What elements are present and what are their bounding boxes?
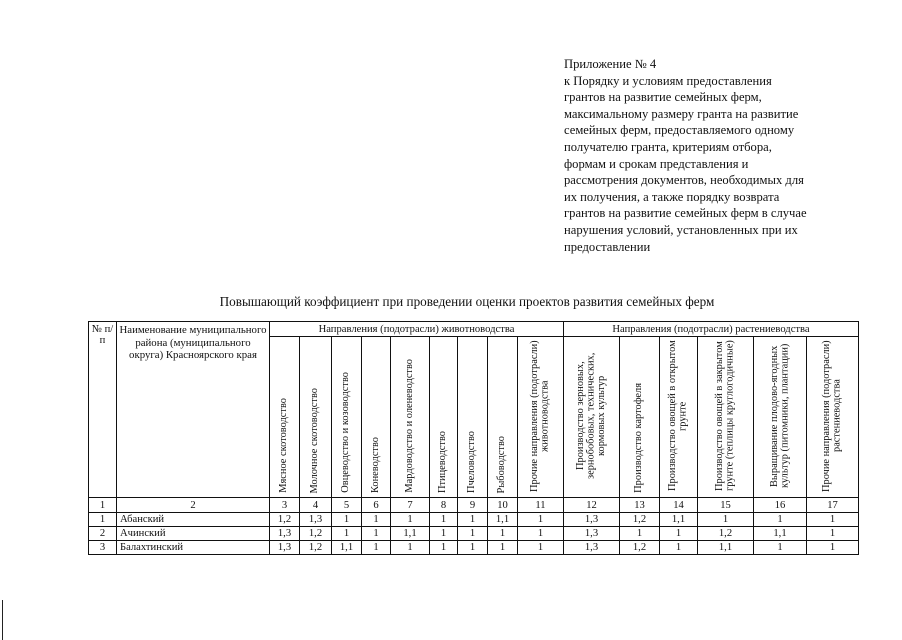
coefficient-cell: 1 [362,527,391,541]
row-number: 2 [89,527,117,541]
column-header-label: Производство овощей в закрытом грунте (теплицы круглогодичные) [714,340,736,492]
coefficient-cell: 1 [660,541,698,555]
crop-column-header [807,337,859,498]
coefficient-cell: 1,2 [270,513,300,527]
coefficient-table [88,321,859,555]
coefficient-cell: 1 [458,513,488,527]
column-header-label: Прочие направления (подотрасли) животноводства [529,340,551,492]
coefficient-cell: 1 [518,541,564,555]
column-header-label: Производство картофеля [633,383,645,493]
appendix-line: максимальному размеру гранта на развитие [564,106,799,121]
column-number: 7 [391,498,430,513]
coefficient-cell: 1 [807,513,859,527]
document-title: Повышающий коэффициент при проведении оценки проектов развития семейных ферм [219,294,715,309]
column-number: 14 [660,498,698,513]
crop-column-header [698,337,754,498]
appendix-line: рассмотрения документов, необходимых для [564,173,804,188]
coefficient-cell: 1 [488,541,518,555]
district-name: Ачинский [117,527,270,541]
column-number: 15 [698,498,754,513]
column-number: 6 [362,498,391,513]
coefficient-cell: 1,3 [270,527,300,541]
column-header-label: Овцеводство и козоводство [340,372,352,493]
coefficient-cell: 1 [807,541,859,555]
livestock-column-header [332,337,362,498]
livestock-column-header [300,337,332,498]
scan-mark-left [2,600,3,640]
coefficient-cell: 1 [518,527,564,541]
appendix-line: Приложение № 4 [564,57,657,71]
column-number: 11 [518,498,564,513]
header-livestock-group: Направления (подотрасли) животноводства [270,322,564,337]
appendix-line: грантов на развитие семейных ферм в случае [564,206,807,221]
column-header-label: Пчеловодство [466,431,478,493]
coefficient-cell: 1 [391,541,430,555]
coefficient-cell: 1 [332,513,362,527]
crop-column-header [564,337,620,498]
coefficient-cell: 1,1 [332,541,362,555]
district-name: Балахтинский [117,541,270,555]
column-number: 13 [620,498,660,513]
coefficient-cell: 1,2 [300,541,332,555]
coefficient-cell: 1 [458,527,488,541]
column-header-label: Птицеводство [437,431,449,493]
coefficient-cell: 1,2 [300,527,332,541]
header-number: № п/п [89,322,117,498]
column-number: 12 [564,498,620,513]
coefficient-cell: 1,2 [620,513,660,527]
column-header-label: Рыбоводство [496,435,508,493]
appendix-line: их получения, а также порядку возврата [564,189,780,204]
row-number: 1 [89,513,117,527]
column-header-label: Прочие направления (подотрасли) растениеводства [821,340,843,492]
district-name: Абанский [117,513,270,527]
crop-column-header [620,337,660,498]
crop-column-header [660,337,698,498]
coefficient-cell: 1 [754,541,807,555]
appendix-line: предоставлении [564,239,651,254]
coefficient-cell: 1 [391,513,430,527]
coefficient-cell: 1 [620,527,660,541]
coefficient-cell: 1 [698,513,754,527]
coefficient-cell: 1 [518,513,564,527]
coefficient-cell: 1 [362,541,391,555]
coefficient-cell: 1,3 [270,541,300,555]
livestock-column-header [458,337,488,498]
coefficient-cell: 1,2 [698,527,754,541]
livestock-column-header [362,337,391,498]
coefficient-cell: 1,3 [564,527,620,541]
coefficient-cell: 1 [362,513,391,527]
column-number: 17 [807,498,859,513]
column-number: 3 [270,498,300,513]
table-row [89,527,859,541]
column-header-label: Мясное скотоводство [278,398,290,493]
coefficient-cell: 1 [430,513,458,527]
column-number: 10 [488,498,518,513]
coefficient-cell: 1 [458,541,488,555]
coefficient-cell: 1,1 [488,513,518,527]
livestock-column-header [430,337,458,498]
coefficient-cell: 1 [488,527,518,541]
column-number: 16 [754,498,807,513]
appendix-line: формам и срокам представления и [564,156,749,171]
column-number-row [89,498,859,513]
appendix-line: получателю гранта, критериям отбора, [564,139,772,154]
header-crop-group: Направления (подотрасли) растениеводства [564,322,859,337]
appendix-line: к Порядку и условиям предоставления [564,73,772,88]
table-row [89,541,859,555]
column-number: 4 [300,498,332,513]
coefficient-cell: 1,3 [300,513,332,527]
livestock-column-header [391,337,430,498]
appendix-note [564,56,894,255]
coefficient-cell: 1 [430,527,458,541]
coefficient-cell: 1 [430,541,458,555]
column-header-label: Производство зерновых, зернобобовых, технических, кормовых культур [574,352,607,480]
column-header-label: Производство овощей в открытом грунте [667,340,689,492]
coefficient-cell: 1,1 [660,513,698,527]
column-header-label: Коневодство [369,437,381,493]
coefficient-cell: 1 [660,527,698,541]
coefficient-cell: 1 [754,513,807,527]
coefficient-cell: 1 [332,527,362,541]
column-number: 5 [332,498,362,513]
coefficient-table-container [88,321,859,555]
crop-column-header [754,337,807,498]
table-row [89,513,859,527]
livestock-column-header [518,337,564,498]
column-number: 2 [117,498,270,513]
coefficient-cell: 1,1 [754,527,807,541]
appendix-line: семейных ферм, предоставляемого одному [564,123,795,138]
coefficient-cell: 1,3 [564,513,620,527]
column-number: 9 [458,498,488,513]
livestock-column-header [488,337,518,498]
coefficient-cell: 1,2 [620,541,660,555]
row-number: 3 [89,541,117,555]
appendix-line: нарушения условий, установленных при их [564,222,798,237]
coefficient-cell: 1,1 [391,527,430,541]
appendix-line: грантов на развитие семейных ферм, [564,90,762,105]
column-number: 1 [89,498,117,513]
livestock-column-header [270,337,300,498]
coefficient-cell: 1 [807,527,859,541]
column-header-label: Молочное скотоводство [309,387,321,493]
coefficient-cell: 1,1 [698,541,754,555]
column-header-label: Выращивание плодово-ягодных культур (питомники, плантации) [768,343,790,489]
coefficient-cell: 1,3 [564,541,620,555]
header-district-name: Наименование муниципального района (муниципального округа) Красноярского края [117,322,270,498]
column-number: 8 [430,498,458,513]
column-header-label: Мардоводство и оленеводство [403,359,415,493]
